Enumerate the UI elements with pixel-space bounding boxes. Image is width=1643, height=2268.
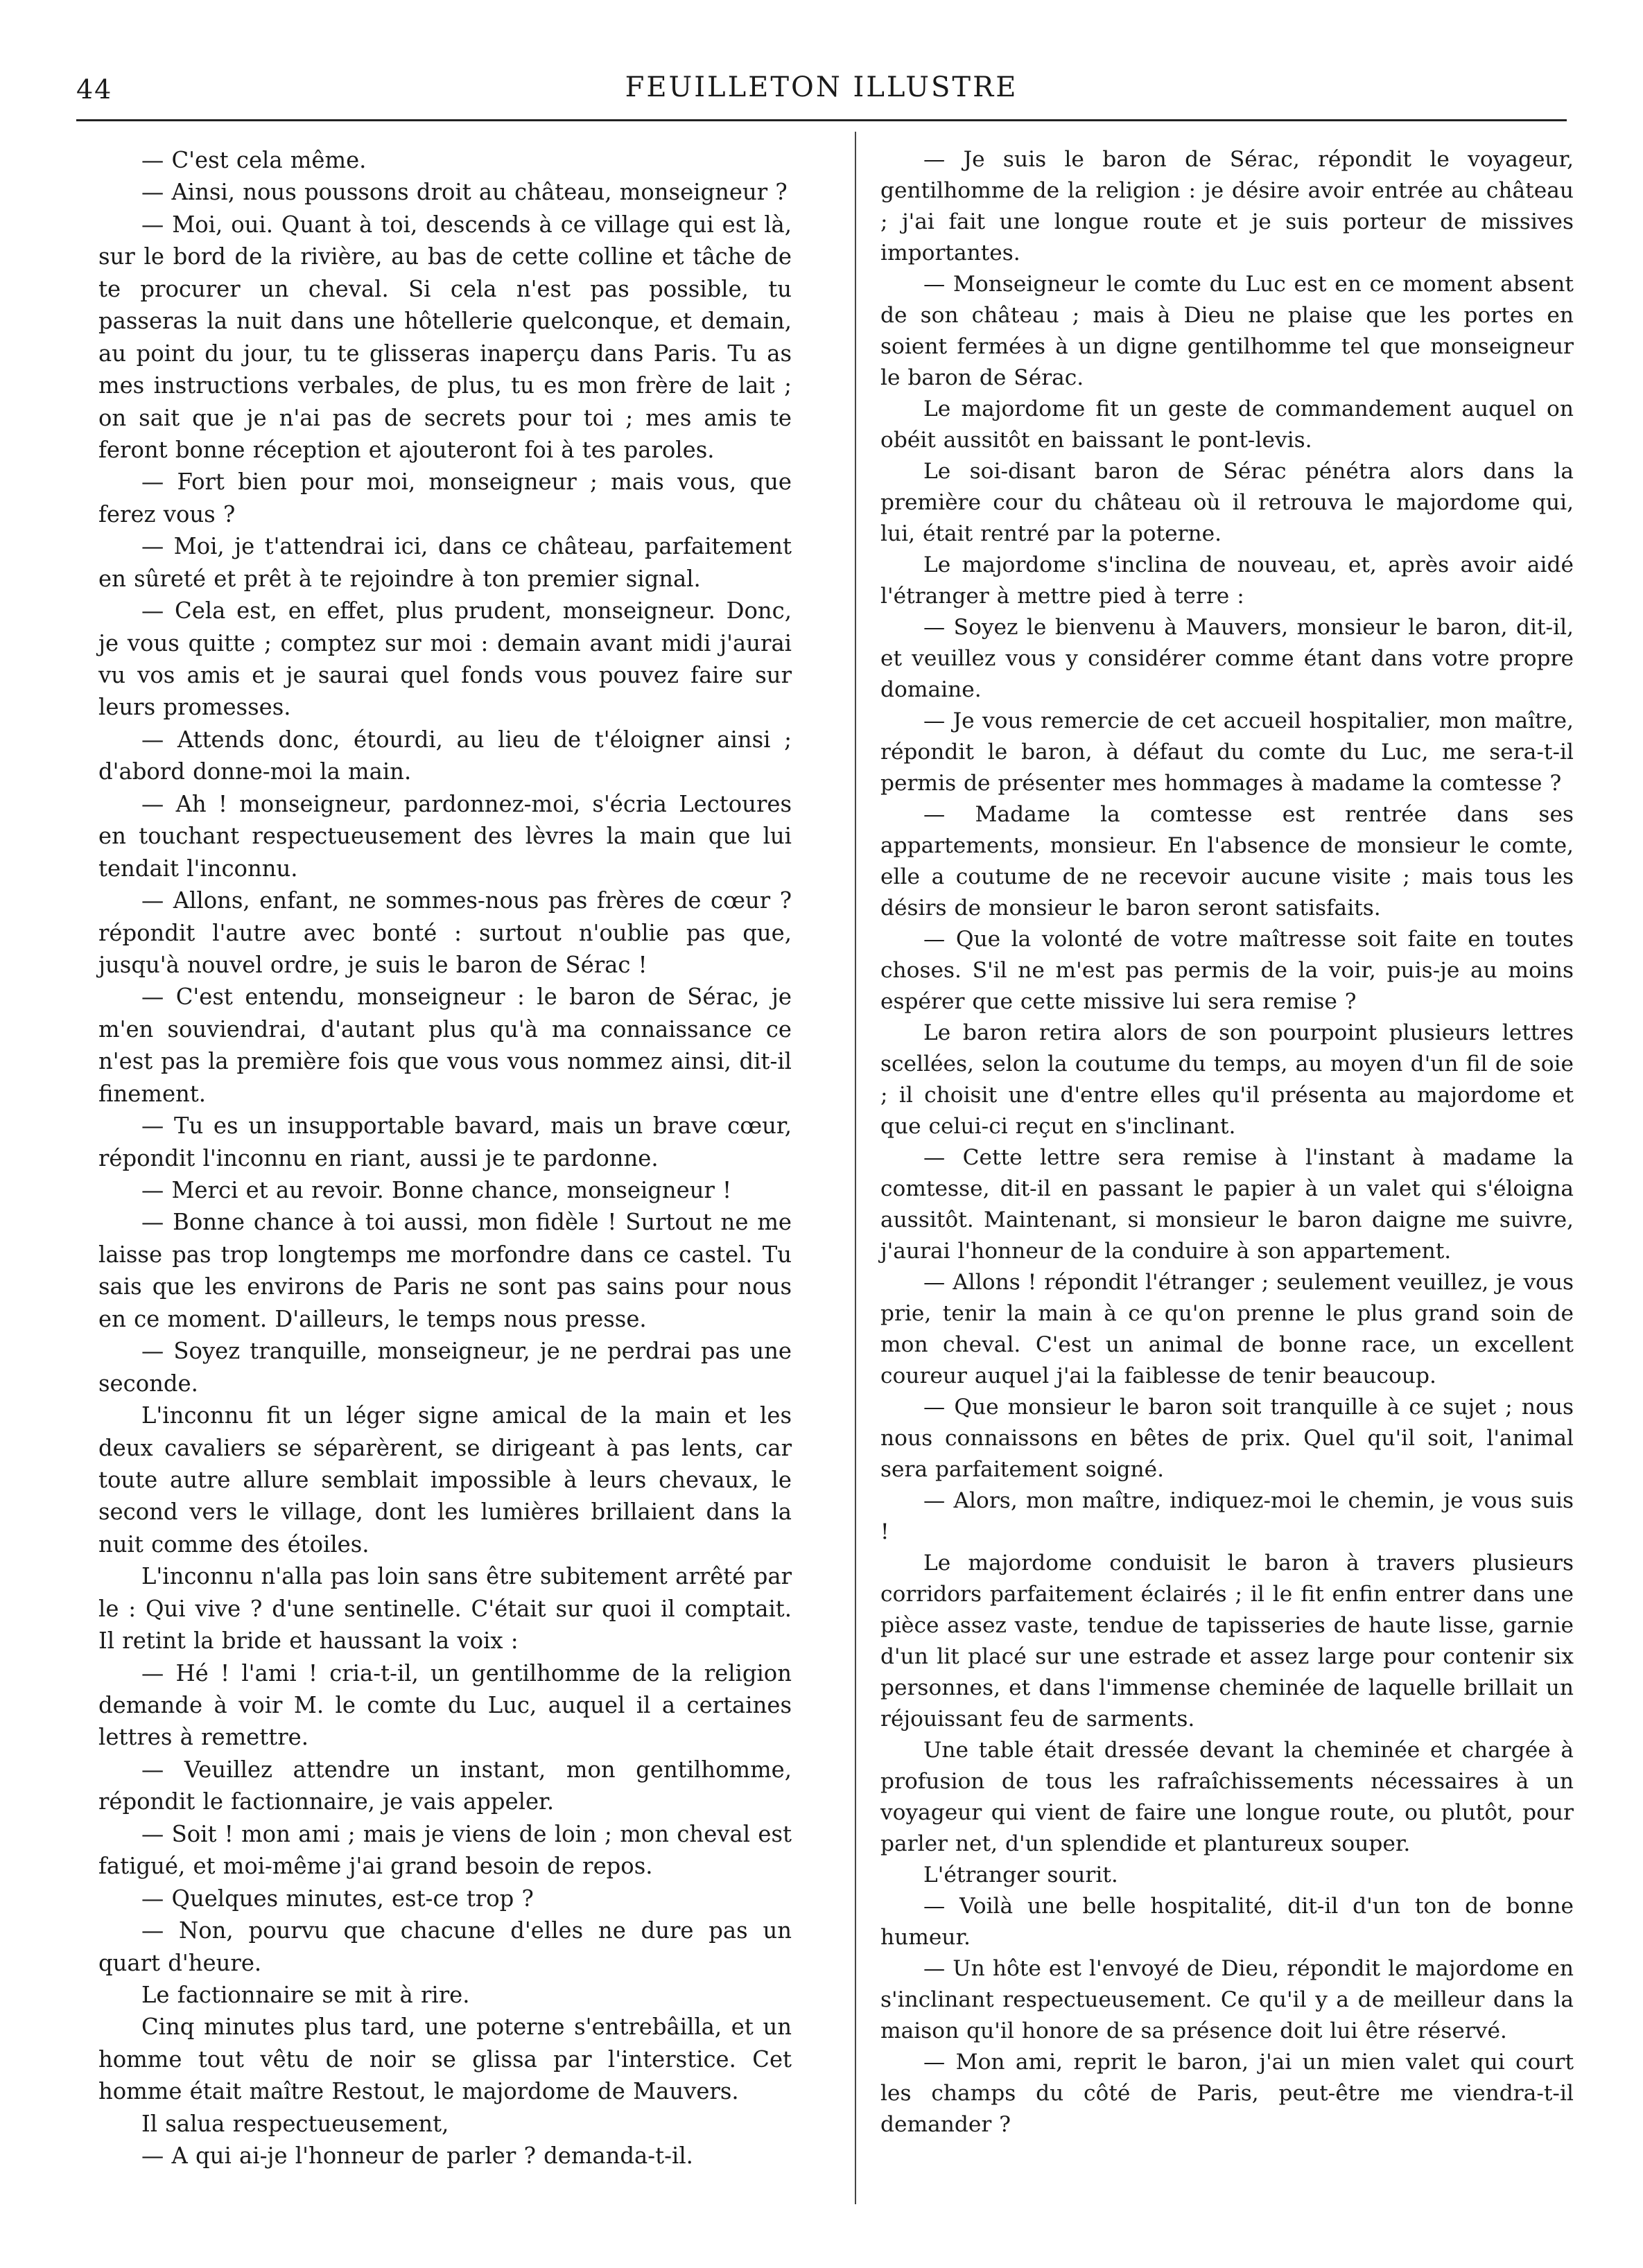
running-title: FEUILLETON ILLUSTRE [625, 71, 1018, 103]
column-divider [855, 132, 856, 2204]
paragraph: — Merci et au revoir. Bonne chance, monseigneur ! [141, 1177, 732, 1203]
paragraph: — Je vous remercie de cet accueil hospitalier, mon maître, répondit le baron, à défaut du comte du Luc, me sera-t-il permis de présenter mes hommages à madame la comtesse ? [880, 708, 1574, 796]
paragraph: Le factionnaire se mit à rire. [141, 1981, 470, 2008]
paragraph: — Moi, oui. Quant à toi, descends à ce village qui est là, sur le bord de la rivière, au bas de cette colline et tâche de te procurer un cheval. Si cela n'est pas possible, tu passeras la nuit dans une hôtellerie quelconque, et demain, au point du jour, tu te glisseras inaperçu dans Paris. Tu as mes instructions verbales, de plus, tu es mon frère de lait ; on sait que je n'ai pas de secrets pour toi ; mes amis te feront bonne réception et ajouteront foi à tes paroles. [98, 211, 792, 463]
right-column [880, 144, 1574, 2140]
paragraph: Le soi-disant baron de Sérac pénétra alors dans la première cour du château où il retrouva le majordome qui, lui, était rentré par la poterne. [880, 459, 1574, 546]
paragraph: — Hé ! l'ami ! cria-t-il, un gentilhomme de la religion demande à voir M. le comte du Luc, auquel il a certaines lettres à remettre. [98, 1659, 792, 1751]
paragraph: — Monseigneur le comte du Luc est en ce moment absent de son château ; mais à Dieu ne plaise que les portes en soient fermées à un digne gentilhomme tel que monseigneur le baron de Sérac. [880, 272, 1574, 390]
paragraph: Il salua respectueusement, [141, 2110, 449, 2137]
paragraph: — Bonne chance à toi aussi, mon fidèle ! Surtout ne me laisse pas trop longtemps me morfondre dans ce castel. Tu sais que les environs de Paris ne sont pas sains pour nous en ce moment. D'ailleurs, le temps nous presse. [98, 1209, 792, 1332]
header-rule [76, 119, 1567, 121]
paragraph: — Non, pourvu que chacune d'elles ne dure pas un quart d'heure. [98, 1917, 792, 1976]
paragraph: — Ah ! monseigneur, pardonnez-moi, s'écria Lectoures en touchant respectueusement des lèvres la main que lui tendait l'inconnu. [98, 790, 792, 882]
paragraph: — Allons, enfant, ne sommes-nous pas frères de cœur ? répondit l'autre avec bonté : surtout n'oublie pas que, jusqu'à nouvel ordre, je suis le baron de Sérac ! [98, 887, 792, 978]
paragraph: — Fort bien pour moi, monseigneur ; mais vous, que ferez vous ? [98, 469, 792, 527]
paragraph: L'inconnu n'alla pas loin sans être subitement arrêté par le : Qui vive ? d'une sentinelle. C'était sur quoi il comptait. Il retint la bride et haussant la voix : [98, 1563, 792, 1655]
paragraph: — Que monsieur le baron soit tranquille à ce sujet ; nous nous connaissons en bêtes de prix. Quel qu'il soit, l'animal sera parfaitement soigné. [880, 1395, 1574, 1482]
paragraph: — A qui ai-je l'honneur de parler ? demanda-t-il. [141, 2143, 693, 2170]
paragraph: — Tu es un insupportable bavard, mais un brave cœur, répondit l'inconnu en riant, aussi je te pardonne. [98, 1113, 792, 1171]
paragraph: — Alors, mon maître, indiquez-moi le chemin, je vous suis ! [880, 1488, 1574, 1544]
paragraph: L'inconnu fit un léger signe amical de la main et les deux cavaliers se séparèrent, se dirigeant à pas lents, car toute autre allure semblait impossible à leurs chevaux, le second vers le village, dont les lumières brillaient dans la nuit comme des étoiles. [98, 1402, 792, 1558]
paragraph: — Attends donc, étourdi, au lieu de t'éloigner ainsi ; d'abord donne-moi la main. [98, 726, 792, 785]
paragraph: — C'est entendu, monseigneur : le baron de Sérac, je m'en souviendrai, d'autant plus qu'à ma connaissance ce n'est pas la première fois que vous vous nommez ainsi, dit-il finement. [98, 984, 792, 1107]
left-column [98, 144, 792, 2172]
paragraph: — Que la volonté de votre maîtresse soit faite en toutes choses. S'il ne m'est pas permis de la voir, puis-je au moins espérer que cette missive lui sera remise ? [880, 927, 1574, 1014]
paragraph: — Je suis le baron de Sérac, répondit le voyageur, gentilhomme de la religion : je désire avoir entrée au château ; j'ai fait une longue route et je suis porteur de missives importantes. [880, 147, 1574, 265]
paragraph: Le majordome conduisit le baron à travers plusieurs corridors parfaitement éclairés ; il le fit enfin entrer dans une pièce assez vaste, tendue de tapisseries de haute lisse, garnie d'un lit placé sur une estrade et assez large pour contenir six personnes, et dans l'immense cheminée de laquelle brillait un réjouissant feu de sarments. [880, 1551, 1574, 1731]
paragraph: — Quelques minutes, est-ce trop ? [141, 1885, 534, 1912]
paragraph: Le baron retira alors de son pourpoint plusieurs lettres scellées, selon la coutume du temps, au moyen d'un fil de soie ; il choisit une d'entre elles qu'il présenta au majordome et que celui-ci reçut en s'inclinant. [880, 1020, 1574, 1139]
page-number: 44 [76, 74, 113, 105]
paragraph: Une table était dressée devant la cheminée et chargée à profusion de tous les rafraîchissements nécessaires à un voyageur qui vient de faire une longue route, ou plutôt, pour parler net, d'un splendide et plantureux souper. [880, 1738, 1574, 1856]
paragraph: — Voilà une belle hospitalité, dit-il d'un ton de bonne humeur. [880, 1894, 1574, 1950]
paragraph: — Soit ! mon ami ; mais je viens de loin ; mon cheval est fatigué, et moi-même j'ai grand besoin de repos. [98, 1820, 792, 1880]
paragraph: — C'est cela même. [141, 147, 367, 173]
paragraph: Le majordome s'inclina de nouveau, et, après avoir aidé l'étranger à mettre pied à terre : [880, 552, 1574, 609]
paragraph: — Moi, je t'attendrai ici, dans ce château, parfaitement en sûreté et prêt à te rejoindre à ton premier signal. [98, 533, 792, 592]
page-header [76, 66, 1567, 109]
paragraph: — Allons ! répondit l'étranger ; seulement veuillez, je vous prie, tenir la main à ce qu'on prenne le plus grand soin de mon cheval. C'est un animal de bonne race, un excellent coureur auquel j'ai la faiblesse de tenir beaucoup. [880, 1270, 1574, 1388]
paragraph: — Ainsi, nous poussons droit au château, monseigneur ? [141, 179, 788, 206]
paragraph: Le majordome fit un geste de commandement auquel on obéit aussitôt en baissant le pont-levis. [880, 396, 1574, 453]
paragraph: — Veuillez attendre un instant, mon gentilhomme, répondit le factionnaire, je vais appeler. [98, 1756, 792, 1815]
paragraph: — Un hôte est l'envoyé de Dieu, répondit le majordome en s'inclinant respectueusement. Ce qu'il y a de meilleur dans la maison qu'il honore de sa présence doit lui être réservé. [880, 1956, 1574, 2043]
paragraph: — Madame la comtesse est rentrée dans ses appartements, monsieur. En l'absence de monsieur le comte, elle a coutume de ne recevoir aucune visite ; mais tous les désirs de monsieur le baron seront satisfaits. [880, 802, 1574, 921]
paragraph: — Mon ami, reprit le baron, j'ai un mien valet qui court les champs du côté de Paris, peut-être me viendra-t-il demander ? [880, 2050, 1574, 2137]
paragraph: L'étranger sourit. [923, 1863, 1118, 1887]
paragraph: — Cette lettre sera remise à l'instant à madame la comtesse, dit-il en passant le papier à un valet qui s'éloigna aussitôt. Maintenant, si monsieur le baron daigne me suivre, j'aurai l'honneur de la conduire à son appartement. [880, 1145, 1574, 1264]
paragraph: Cinq minutes plus tard, une poterne s'entrebâilla, et un homme tout vêtu de noir se glissa par l'interstice. Cet homme était maître Restout, le majordome de Mauvers. [98, 2014, 792, 2105]
paragraph: — Soyez tranquille, monseigneur, je ne perdrai pas une seconde. [98, 1338, 792, 1397]
paragraph: — Cela est, en effet, plus prudent, monseigneur. Donc, je vous quitte ; comptez sur moi : demain avant midi j'aurai vu vos amis et je saurai quel fonds vous pouvez faire sur leurs promesses. [98, 597, 792, 721]
paragraph: — Soyez le bienvenu à Mauvers, monsieur le baron, dit-il, et veuillez vous y considérer comme étant dans votre propre domaine. [880, 615, 1574, 702]
